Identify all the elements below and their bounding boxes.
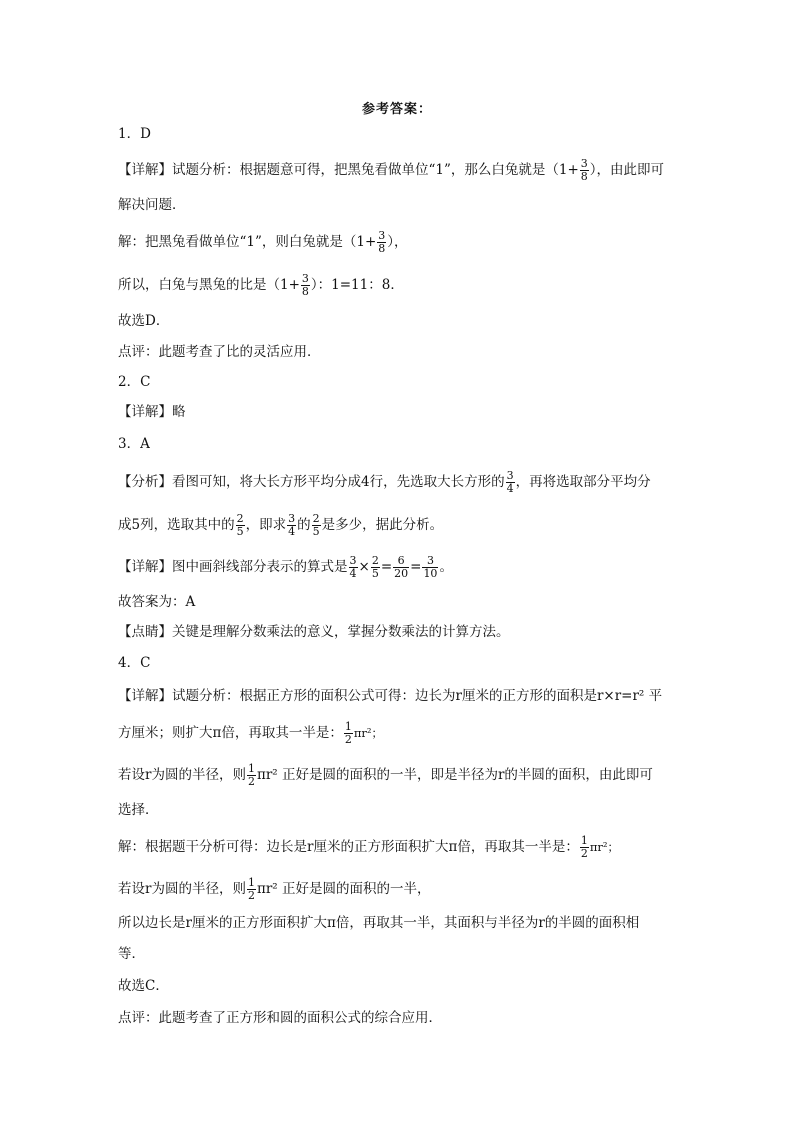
- denominator: 8: [301, 285, 309, 298]
- numerator: 1: [344, 720, 352, 733]
- q3-analysis-line-2: [118, 513, 688, 538]
- q1-number: 1．D: [118, 126, 151, 142]
- fraction: [371, 555, 380, 580]
- fraction: [422, 555, 438, 580]
- fraction: [247, 763, 256, 788]
- q3-analysis-text: 是多少，据此分析。: [321, 517, 444, 533]
- denominator: 2: [247, 775, 255, 788]
- denominator: 5: [312, 525, 320, 538]
- denominator: 2: [580, 847, 588, 860]
- q3-number: 3．A: [118, 436, 150, 452]
- denominator: 4: [349, 567, 357, 580]
- denominator: 2: [247, 889, 255, 902]
- equals-sign: =: [410, 559, 422, 575]
- q3-detail-line: [118, 555, 688, 580]
- denominator: 5: [236, 525, 244, 538]
- denominator: 8: [378, 242, 386, 255]
- q4-choice: 故选C．: [118, 978, 169, 994]
- numerator: 1: [247, 876, 255, 889]
- numerator: 3: [422, 555, 438, 568]
- q1-solution-line-2: [118, 273, 688, 298]
- q4-detail-line-4: 选择．: [118, 802, 159, 818]
- numerator: 3: [580, 157, 588, 170]
- denominator: 20: [394, 567, 409, 580]
- q1-comment: 点评：此题考查了比的灵活应用．: [118, 344, 321, 360]
- q1-detail-text: ），由此即可: [589, 162, 665, 178]
- q4-solution-text: 若设r为圆的半径，则: [118, 881, 246, 897]
- numerator: 3: [301, 272, 309, 285]
- q1-solution-line-1: [118, 230, 688, 255]
- q3-analysis-text: 【分析】看图可知，将大长方形平均分成4行，先选取大长方形的: [118, 474, 505, 490]
- q4-detail-line-3: [118, 763, 688, 788]
- equals-sign: =: [380, 559, 393, 575]
- numerator: 6: [393, 555, 409, 568]
- denominator: 5: [371, 567, 379, 580]
- fraction: [580, 835, 589, 860]
- q4-solution-text: πr²；: [589, 840, 619, 854]
- q4-detail-line-2: [118, 721, 688, 746]
- denominator: 2: [344, 733, 352, 746]
- fraction: [506, 470, 515, 495]
- page-title: 参考答案：: [361, 102, 432, 117]
- q1-detail-line-2: 解决问题．: [118, 197, 186, 213]
- fraction: [349, 555, 358, 580]
- q3-analysis-text: ，再将选取部分平均分: [515, 474, 651, 490]
- q4-solution-line-3: 所以边长是r厘米的正方形面积扩大π倍，再取其一半，其面积与半径为r的半圆的面积相: [118, 915, 640, 931]
- q2-detail: 【详解】略: [118, 404, 186, 420]
- q4-detail-text: 方厘米；则扩大π倍，再取其一半是：: [118, 725, 343, 741]
- numerator: 2: [371, 554, 379, 567]
- numerator: 3: [288, 512, 296, 525]
- q1-solution-text: ）：1=11：8．: [310, 277, 404, 293]
- denominator: 8: [580, 170, 588, 183]
- numerator: 1: [580, 834, 588, 847]
- q4-solution-text: πr² 正好是圆的面积的一半，: [256, 881, 431, 897]
- numerator: 2: [236, 512, 244, 525]
- numerator: 3: [378, 229, 386, 242]
- numerator: 3: [349, 554, 357, 567]
- fraction: [287, 513, 296, 538]
- fraction: [377, 230, 386, 255]
- fraction: [312, 513, 321, 538]
- denominator: 4: [288, 525, 296, 538]
- q4-detail-line-1: 【详解】试题分析：根据正方形的面积公式可得：边长为r厘米的正方形的面积是r×r=r² 平: [118, 688, 663, 704]
- q4-solution-text: 解：根据题干分析可得：边长是r厘米的正方形面积扩大π倍，再取其一半是：: [118, 839, 579, 855]
- fraction: [393, 555, 409, 580]
- q1-solution-text: 所以，白兔与黑兔的比是（1+: [118, 277, 300, 293]
- fraction: [580, 158, 589, 183]
- fraction: [247, 877, 256, 902]
- fraction: [236, 513, 245, 538]
- q3-detail-text: 。: [439, 559, 453, 575]
- q3-analysis-text: 成5列，选取其中的: [118, 517, 235, 533]
- q4-solution-line-1: [118, 835, 688, 860]
- q3-key-point: 【点睛】关键是理解分数乘法的意义，掌握分数乘法的计算方法。: [118, 624, 510, 640]
- q4-solution-line-4: 等．: [118, 946, 145, 962]
- q4-detail-text: πr² 正好是圆的面积的一半，即是半径为r的半圆的面积，由此即可: [256, 767, 653, 783]
- q1-solution-text: ），: [387, 234, 408, 250]
- q1-choice: 故选D．: [118, 313, 170, 329]
- q4-comment: 点评：此题考查了正方形和圆的面积公式的综合应用．: [118, 1010, 442, 1026]
- q3-analysis-text: ，即求: [245, 517, 287, 533]
- fraction: [301, 273, 310, 298]
- q4-detail-text: πr²；: [353, 726, 384, 740]
- q4-detail-text: 若设r为圆的半径，则: [118, 767, 246, 783]
- q3-answer: 故答案为：A: [118, 594, 196, 610]
- q1-detail-line-1: [118, 158, 688, 183]
- q4-number: 4．C: [118, 655, 151, 671]
- q3-analysis-text: 的: [297, 517, 311, 533]
- q1-solution-text: 解：把黑兔看做单位“1”，则白兔就是（1+: [118, 234, 377, 250]
- denominator: 10: [423, 567, 438, 580]
- numerator: 2: [312, 512, 320, 525]
- times-sign: ×: [358, 559, 370, 575]
- q3-detail-text: 【详解】图中画斜线部分表示的算式是: [118, 559, 348, 575]
- fraction: [344, 721, 353, 746]
- numerator: 3: [506, 469, 514, 482]
- q2-number: 2．C: [118, 374, 151, 390]
- numerator: 1: [247, 762, 255, 775]
- q3-analysis-line-1: [118, 470, 688, 495]
- q1-detail-text: 【详解】试题分析：根据题意可得，把黑兔看做单位“1”，那么白兔就是（1+: [118, 162, 579, 178]
- q4-solution-line-2: [118, 877, 688, 902]
- denominator: 4: [506, 482, 514, 495]
